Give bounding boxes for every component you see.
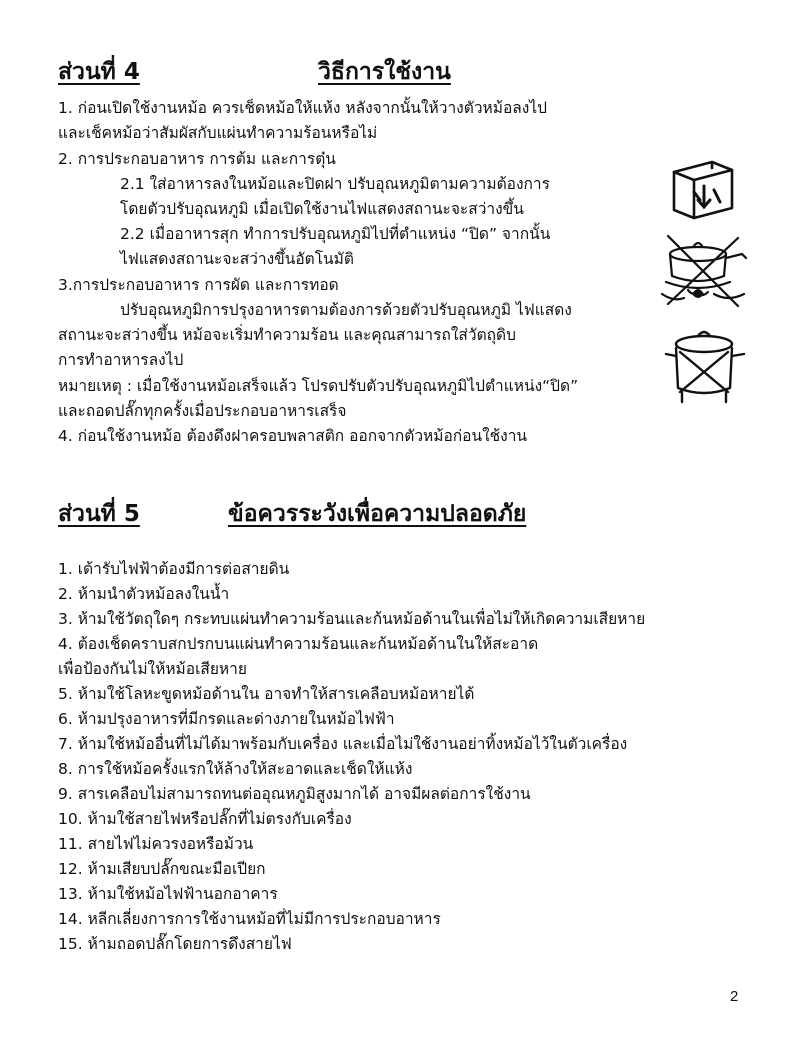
section5-number: ส่วนที่ 5: [58, 501, 140, 527]
section5-line-9: 8. การใช้หม้อครั้งแรกให้ล้างให้สะอาดและเช็ดให้แห้ง: [58, 760, 413, 778]
section4-line-5: โดยตัวปรับอุณหภูมิ เมื่อเปิดใช้งานไฟแสดงสถานะจะสว่างขึ้น: [120, 200, 524, 218]
section4-line-7: ไฟแสดงสถานะจะสว่างขึ้นอัตโนมัติ: [120, 250, 354, 268]
section5-line-8: 7. ห้ามใช้หม้ออื่นที่ไม่ได้มาพร้อมกับเครื่อง และเมื่อไม่ใช้งานอย่าทิ้งหม้อไว้ในตัวเครื่อง: [58, 735, 628, 753]
section4-line-4: 2.1 ใส่อาหารลงในหม้อและปิดฝา ปรับอุณหภูมิตามความต้องการ: [120, 175, 550, 193]
section4-line-2: และเช็คหม้อว่าสัมผัสกับแผ่นทำความร้อนหรือไม่: [58, 124, 378, 142]
section4-line-9: ปรับอุณหภูมิการปรุงอาหารตามต้องการด้วยตัวปรับอุณหภูมิ ไฟแสดง: [120, 301, 572, 319]
section4-line-12: หมายเหตุ : เมื่อใช้งานหม้อเสร็จแล้ว โปรดปรับตัวปรับอุณหภูมิไปตำแหน่ง“ปิด”: [58, 377, 579, 395]
section5-line-13: 12. ห้ามเสียบปลั๊กขณะมือเปียก: [58, 860, 266, 878]
section5-line-15: 14. หลีกเลี่ยงการการใช้งานหม้อที่ไม่มีการประกอบอาหาร: [58, 910, 441, 928]
pot-no-fire-icon: [658, 232, 752, 310]
section5-line-5: เพื่อป้องกันไม่ให้หม้อเสียหาย: [58, 660, 247, 678]
section4-line-10: สถานะจะสว่างขึ้น หม้อจะเริ่มทำความร้อน และคุณสามารถใส่วัตถุดิบ: [58, 326, 516, 344]
section5-line-2: 2. ห้ามนำตัวหม้อลงในน้ำ: [58, 585, 230, 603]
section5-line-14: 13. ห้ามใช้หม้อไฟฟ้านอกอาคาร: [58, 885, 278, 903]
section4-line-14: 4. ก่อนใช้งานหม้อ ต้องดึงฝาครอบพลาสติก ออกจากตัวหม้อก่อนใช้งาน: [58, 427, 528, 445]
section4-line-6: 2.2 เมื่ออาหารสุก ทำการปรับอุณหภูมิไปที่ตำแหน่ง “ปิด” จากนั้น: [120, 225, 551, 243]
section5-line-12: 11. สายไฟไม่ควรงอหรือม้วน: [58, 835, 254, 853]
section4-title: วิธีการใช้งาน: [318, 59, 451, 85]
section5-line-1: 1. เต้ารับไฟฟ้าต้องมีการต่อสายดิน: [58, 560, 290, 578]
section5-line-10: 9. สารเคลือบไม่สามารถทนต่ออุณหภูมิสูงมากได้ อาจมีผลต่อการใช้งาน: [58, 785, 531, 803]
section4-line-8: 3.การประกอบอาหาร การผัด และการทอด: [58, 276, 339, 294]
section4-number: ส่วนที่ 4: [58, 59, 140, 85]
section5-line-3: 3. ห้ามใช้วัตถุใดๆ กระทบแผ่นทำความร้อนและก้นหม้อด้านในเพื่อไม่ให้เกิดความเสียหาย: [58, 610, 646, 628]
section4-line-13: และถอดปลั๊กทุกครั้งเมื่อประกอบอาหารเสร็จ: [58, 402, 347, 420]
section5-line-16: 15. ห้ามถอดปลั๊กโดยการดึงสายไฟ: [58, 935, 292, 953]
section5-line-11: 10. ห้ามใช้สายไฟหรือปลั๊กที่ไม่ตรงกับเครื่อง: [58, 810, 352, 828]
section4-line-1: 1. ก่อนเปิดใช้งานหม้อ ควรเช็ดหม้อให้แห้ง หลังจากนั้นให้วางตัวหม้อลงไป: [58, 99, 547, 117]
pot-crossed-icon: [662, 322, 750, 406]
section4-line-11: การทำอาหารลงไป: [58, 351, 184, 369]
section4-line-3: 2. การประกอบอาหาร การต้ม และการตุ๋น: [58, 150, 336, 168]
section5-title: ข้อควรระวังเพื่อความปลอดภัย: [228, 501, 527, 527]
box-arrows-icon: [668, 150, 740, 222]
section5-line-7: 6. ห้ามปรุงอาหารที่มีกรดและด่างภายในหม้อไฟฟ้า: [58, 710, 395, 728]
section5-line-4: 4. ต้องเช็ดคราบสกปรกบนแผ่นทำความร้อนและก้นหม้อด้านในให้สะอาด: [58, 635, 539, 653]
section5-line-6: 5. ห้ามใช้โลหะขูดหม้อด้านใน อาจทำให้สารเคลือบหม้อหายได้: [58, 685, 475, 703]
page-number: 2: [730, 988, 739, 1005]
